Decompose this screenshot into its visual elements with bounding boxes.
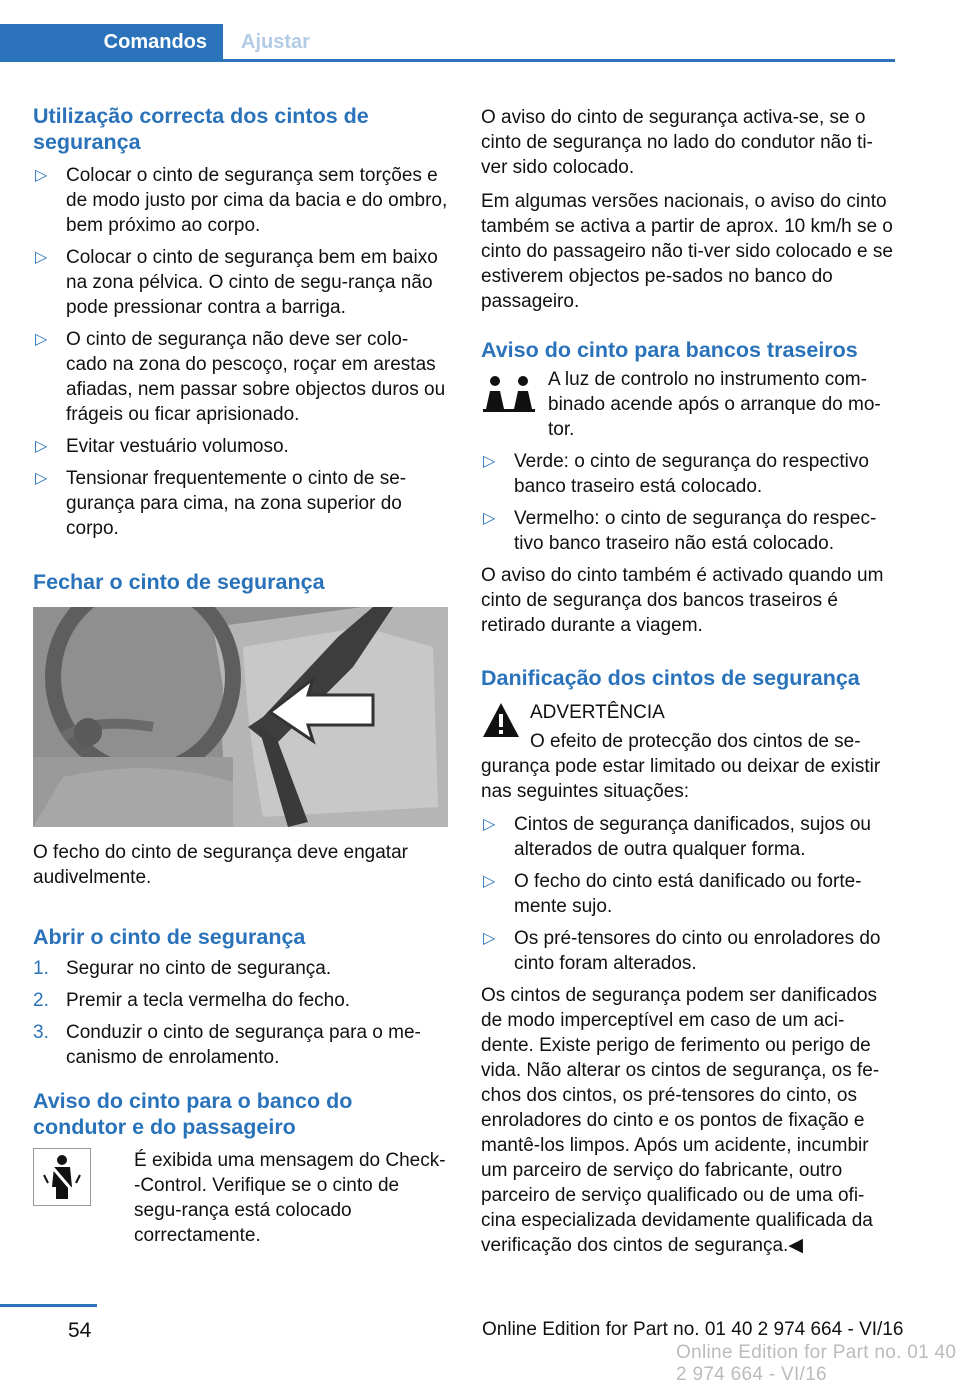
list-item xyxy=(481,506,897,556)
driver-warning-text: É exibida uma mensagem do Check--Control. Verifique se o cinto de segu‐rança está colocado correctamente. xyxy=(134,1150,446,1246)
watermark-text: Online Edition for Part no. 01 40 2 974 664 - VI/16 xyxy=(676,1342,957,1385)
list-item xyxy=(33,245,449,320)
list-item-text: Os pré-tensores do cinto ou enroladores do cinto foram alterados. xyxy=(514,928,881,974)
tab-comandos-label: Comandos xyxy=(103,31,207,53)
heading-driver-passenger-warning: Aviso do cinto para o banco do condutor e do passageiro xyxy=(33,1089,353,1139)
seat-buckle-image xyxy=(33,607,448,827)
triangle-bullet-icon: ▷ xyxy=(483,873,496,890)
list-item-text: Colocar o cinto de segurança sem torções e de modo justo por cima da bacia e do ombro, bem próximo ao corpo. xyxy=(66,165,448,236)
list-item-text: Vermelho: o cinto de segurança do respec‐tivo banco traseiro não está colocado. xyxy=(514,508,877,554)
footer-divider xyxy=(0,1304,97,1307)
right-column xyxy=(481,105,897,1258)
step-text: Segurar no cinto de segurança. xyxy=(66,958,332,979)
triangle-bullet-icon: ▷ xyxy=(35,438,48,455)
fasten-caption: O fecho do cinto de segurança deve engatar audivelmente. xyxy=(33,842,408,888)
list-item-text: Cintos de segurança danificados, sujos ou alterados de outra qualquer forma. xyxy=(514,814,872,860)
list-item-text: Tensionar frequentemente o cinto de se‐gurança para cima, na zona superior do corpo. xyxy=(66,468,407,539)
triangle-bullet-icon: ▷ xyxy=(483,930,496,947)
page-header xyxy=(0,0,895,62)
list-item xyxy=(33,466,449,541)
driver-warning-paragraph: O aviso do cinto de segurança activa-se, se o cinto de segurança no lado do condutor não ti‐ver sido colocado. xyxy=(481,107,873,178)
step-text: Premir a tecla vermelha do fecho. xyxy=(66,990,351,1011)
step-number: 3. xyxy=(33,1022,49,1043)
list-item xyxy=(481,869,897,919)
step-text: Conduzir o cinto de segurança para o me‐canismo de enrolamento. xyxy=(66,1022,421,1068)
warning-block xyxy=(481,699,897,725)
triangle-bullet-icon: ▷ xyxy=(35,167,48,184)
list-item xyxy=(33,327,449,427)
triangle-bullet-icon: ▷ xyxy=(35,249,48,266)
rear-seat-info-text: A luz de controlo no instrumento com‐binado acende após o arranque do mo‐tor. xyxy=(548,369,881,440)
left-column xyxy=(33,103,449,595)
list-item-text: O cinto de segurança não deve ser colo‐cado na zona do pescoço, roçar em arestas afiadas, nem passar sobre objectos duros ou frágeis ou ficar aprisionado. xyxy=(66,329,446,425)
damage-final-paragraph: Os cintos de segurança podem ser danificados de modo imperceptível em caso de um aci‐dente. Existe perigo de ferimento ou perigo de vida. Não alterar os cintos de segurança, os fe‐chos dos cintos, os pré-tensores do cinto, os enroladores do cinto e os pontos de fixação e mantê-los limpos. Após um acidente, incumbir um parceiro de serviço do fabricante, outro parceiro de serviço qualificado ou de uma ofi‐cina especializada devidamente qualificada da verificação dos cintos de segurança.◀ xyxy=(481,985,880,1256)
triangle-bullet-icon: ▷ xyxy=(483,510,496,527)
triangle-bullet-icon: ▷ xyxy=(483,816,496,833)
list-item-text: O fecho do cinto está danificado ou forte‐mente sujo. xyxy=(514,871,862,917)
triangle-bullet-icon: ▷ xyxy=(35,331,48,348)
page-number: 54 xyxy=(68,1319,92,1342)
open-belt-steps xyxy=(33,956,449,1070)
driver-warning-block xyxy=(33,1148,449,1248)
list-item xyxy=(481,812,897,862)
rear-seat-occupants-icon xyxy=(481,369,537,425)
list-item xyxy=(33,434,449,459)
list-item xyxy=(481,926,897,976)
rear-seat-info-block xyxy=(481,367,897,442)
triangle-bullet-icon: ▷ xyxy=(35,470,48,487)
header-divider xyxy=(0,59,895,62)
heading-fasten-belt: Fechar o cinto de segurança xyxy=(33,570,325,594)
national-versions-paragraph: Em algumas versões nacionais, o aviso do cinto também se activa a partir de aprox. 10 km/h se o cinto do passageiro não ti‐ver sido colocado e se estiverem objectos pe‐sados no banco do passageiro. xyxy=(481,191,893,312)
list-item-text: Colocar o cinto de segurança bem em baixo na zona pélvica. O cinto de segu‐rança não pode pressionar contra a barriga. xyxy=(66,247,438,318)
list-item xyxy=(33,163,449,238)
correct-use-list xyxy=(33,163,449,541)
rear-seat-status-list xyxy=(481,449,897,556)
step-number: 2. xyxy=(33,990,49,1011)
heading-correct-use: Utilização correcta dos cintos de segurança xyxy=(33,104,369,154)
triangle-bullet-icon: ▷ xyxy=(483,453,496,470)
step-number: 1. xyxy=(33,958,49,979)
seatbelt-warning-icon xyxy=(33,1148,91,1206)
warning-triangle-icon xyxy=(481,701,521,741)
tab-ajustar-label: Ajustar xyxy=(241,31,310,53)
tab-ajustar[interactable] xyxy=(224,24,441,59)
left-column-lower xyxy=(33,840,449,1248)
damage-conditions-list xyxy=(481,812,897,976)
edition-info: Online Edition for Part no. 01 40 2 974 664 - VI/16 xyxy=(482,1319,904,1340)
list-item xyxy=(33,1020,449,1070)
heading-rear-seats: Aviso do cinto para bancos traseiros xyxy=(481,338,858,362)
heading-belt-damage: Danificação dos cintos de segurança xyxy=(481,666,860,690)
list-item xyxy=(481,449,897,499)
list-item xyxy=(33,988,449,1013)
seatbelt-buckle-illustration xyxy=(33,607,448,827)
rear-warning-paragraph: O aviso do cinto também é activado quando um cinto de segurança dos bancos traseiros é retirado durante a viagem. xyxy=(481,565,884,636)
heading-open-belt: Abrir o cinto de segurança xyxy=(33,925,306,949)
list-item xyxy=(33,956,449,981)
warning-text: O efeito de protecção dos cintos de se‐gurança pode estar limitado ou deixar de existir nas seguintes situações: xyxy=(481,731,881,802)
warning-label: ADVERTÊNCIA xyxy=(530,702,665,723)
list-item-text: Evitar vestuário volumoso. xyxy=(66,436,289,457)
tab-comandos[interactable] xyxy=(0,24,223,59)
list-item-text: Verde: o cinto de segurança do respectivo banco traseiro está colocado. xyxy=(514,451,869,497)
